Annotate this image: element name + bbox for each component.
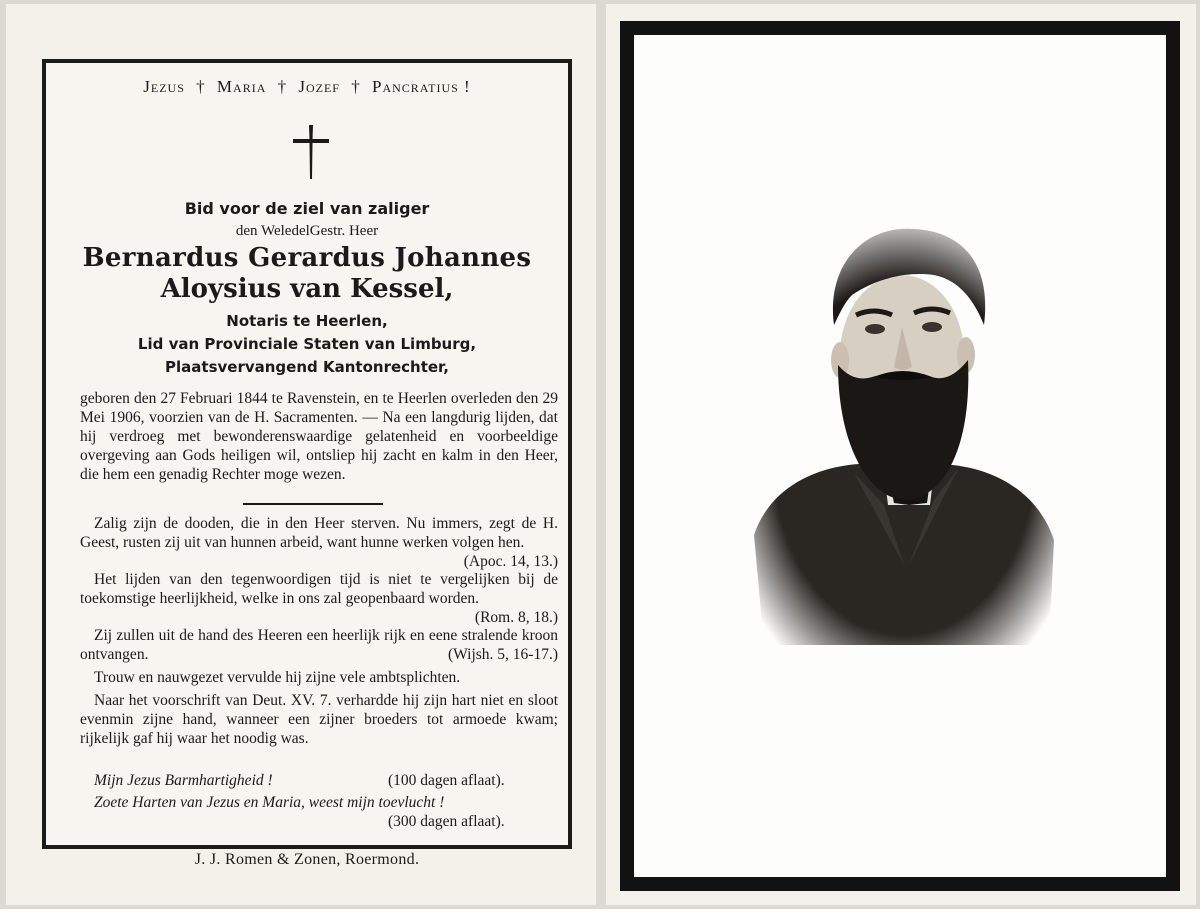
title-provincial-states: Lid van Provinciale Staten van Limburg,	[137, 335, 477, 353]
left-card	[6, 4, 596, 905]
duty-text: Trouw en nauwgezet vervulde hij zijne vele ambtsplichten.	[94, 669, 461, 686]
prayer-line: Bid voor de ziel van zaliger	[184, 199, 430, 218]
verse	[80, 514, 558, 571]
title-notary: Notaris te Heerlen,	[226, 312, 388, 330]
header-name: Jozef	[298, 77, 340, 96]
deceased-name-line1: Bernardus Gerardus Johannes	[82, 243, 532, 273]
header-name: Pancratius !	[371, 77, 471, 96]
deuteronomy-text: Naar het voorschrift van Deut. XV. 7. verhardde hij zijn hart niet en sloot evenmin zijne hand, wanneer een zijner broeders tot armoede kwam; rijkelijk gaf hij waar het noodig was.	[80, 692, 558, 747]
indulgence	[80, 793, 558, 830]
photo-frame	[620, 21, 1180, 891]
honorific: den WeledelGestr. Heer	[235, 223, 379, 239]
cross-separator: †	[277, 77, 288, 96]
header-name: Maria	[216, 77, 267, 96]
verse-text: Zij zullen uit de hand des Heeren een heerlijk rijk en eene stralende kroon ontvangen.	[80, 627, 558, 663]
indulgence-days: (100 dagen aflaat).	[388, 772, 505, 789]
verse-reference: (Apoc. 14, 13.)	[463, 553, 558, 570]
memorial-text-frame	[42, 59, 572, 849]
verse-text: Het lijden van den tegenwoordigen tijd is niet te vergelijken bij de toekomstige heerlijkheid, welke in ons zal geopenbaard worden.	[80, 571, 558, 607]
cross-separator: †	[351, 77, 361, 96]
cross-icon	[289, 123, 333, 183]
indulgence-prayer: Zoete Harten van Jezus en Maria, weest mijn toevlucht !	[94, 794, 445, 811]
right-card	[606, 4, 1196, 905]
verse	[80, 570, 558, 627]
indulgence-prayer: Mijn Jezus Barmhartigheid !	[94, 772, 273, 789]
header-name: Jezus	[143, 77, 185, 96]
biography: geboren den 27 Februari 1844 te Ravenstein, en te Heerlen overleden den 29 Mei 1906, voorzien van de H. Sacramenten. — Na een langdurig lijden, dat hij verdroeg met bewonderenswaardige gelatenheid en voorbeeldige overgeving aan Gods heiligen wil, ontsliep hij zacht en kalm in den Heer, die hem een genadig Rechter moge wezen.	[80, 390, 558, 483]
deceased-name-line2: Aloysius van Kessel,	[160, 274, 454, 304]
verse-reference: (Wijsh. 5, 16-17.)	[447, 646, 558, 663]
indulgence	[80, 771, 558, 790]
header-invocation	[46, 77, 568, 97]
title-judge: Plaatsvervangend Kantonrechter,	[165, 358, 449, 376]
divider	[243, 503, 383, 505]
verse-text: Zalig zijn de dooden, die in den Heer sterven. Nu immers, zegt de H. Geest, rusten zij uit van hunnen arbeid, want hunne werken volgen hen.	[80, 515, 558, 551]
verse	[80, 626, 558, 664]
printer-imprint: J. J. Romen & Zonen, Roermond.	[194, 851, 420, 868]
cross-separator: †	[196, 77, 206, 96]
verse-reference: (Rom. 8, 18.)	[474, 609, 558, 626]
indulgence-days: (300 dagen aflaat).	[388, 813, 505, 830]
bearded-man-portrait-icon	[734, 205, 1074, 665]
